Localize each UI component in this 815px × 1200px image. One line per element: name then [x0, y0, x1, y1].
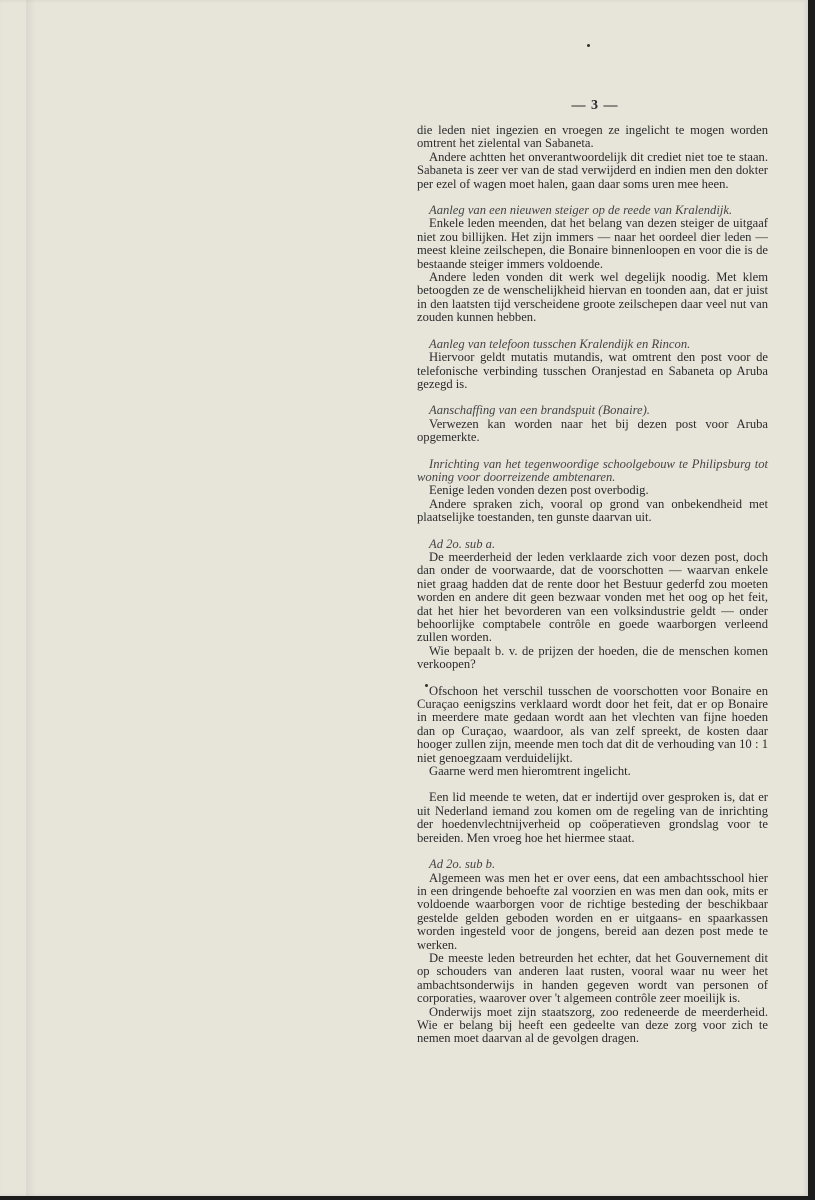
body-paragraph: Wie bepaalt b. v. de prijzen der hoeden, die de menschen komen verkoopen? — [417, 643, 768, 672]
body-paragraph: die leden niet ingezien en vroegen ze ingelicht te mogen worden omtrent het zielental van Sabaneta. — [417, 123, 768, 151]
page-fold-shadow — [26, 0, 36, 1196]
section-heading: Inrichting van het tegenwoordige schoolgebouw te Philipsburg tot woning voor doorreizende ambtenaren. — [417, 456, 768, 484]
paragraph-gap — [417, 525, 768, 538]
body-paragraph: De meerderheid der leden verklaarde zich voor dezen post, doch dan onder de voorwaarde, dat de voorschotten — waarvan enkele niet graag hadden dat de rente door het Bestuur gederfd zou moeten worden en andere dit geen bezwaar vonden met het oog op het feit, dat het hier het bevorderen van een volksindustrie geldt — onder behoorlijke comptabele contrôle en goede waarborgen verleend zullen worden. — [417, 549, 768, 645]
paragraph-gap — [417, 672, 768, 685]
body-paragraph: Andere leden vonden dit werk wel degelijk noodig. Met klem betoogden ze de wenschelijkheid hiervan en toonden aan, dat er juist in den laatsten tijd verscheidene groote zeilschepen daar veel nut van zouden kunnen hebben. — [417, 270, 768, 325]
section-heading: Aanleg van een nieuwen steiger op de reede van Kralendijk. — [429, 203, 733, 218]
text-column — [417, 124, 768, 1046]
body-paragraph: Hiervoor geldt mutatis mutandis, wat omtrent den post voor de telefonische verbinding tusschen Oranjestad en Sabaneta op Aruba gezegd is. — [417, 350, 768, 391]
body-paragraph: Ofschoon het verschil tusschen de voorschotten voor Bonaire en Curaçao eenigszins verklaard wordt door het feit, dat er op Bonaire in meerdere mate gedaan wordt aan het vlechten van fijne hoeden dan op Curaçao, waardoor, als van zelf spreekt, de kosten daar hooger zullen zijn, meende men toch dat dit de verhouding van 10 : 1 niet genoegzaam verduidelijkt. — [417, 683, 768, 765]
body-paragraph: Gaarne werd men hieromtrent ingelicht. — [429, 764, 631, 779]
body-paragraph: Een lid meende te weten, dat er indertijd over gesproken is, dat er uit Nederland iemand zou komen om de regeling van de inrichting der hoedenvlechtnijverheid op coöperatieven grondslag voor te bereiden. Men vroeg hoe het hiermee staat. — [417, 790, 768, 845]
body-paragraph: De meeste leden betreurden het echter, dat het Gouvernement dit op schouders van anderen laat rusten, vooral waar nu weer het ambachtsonderwijs in handen gegeven wordt van personen of corporaties, waarover over 't algemeen contrôle zeer moeilijk is. — [417, 950, 768, 1006]
body-paragraph: Eenige leden vonden dezen post overbodig. — [429, 483, 649, 498]
paragraph-gap — [417, 325, 768, 338]
section-heading: Ad 2o. sub a. — [429, 536, 496, 551]
section-heading: Ad 2o. sub b. — [429, 857, 496, 872]
section-heading: Aanleg van telefoon tusschen Kralendijk en Rincon. — [429, 336, 691, 351]
paragraph-gap — [417, 445, 768, 458]
body-paragraph: Andere achtten het onverantwoordelijk dit crediet niet toe te staan. Sabaneta is zeer ver van de stad verwijderd en indien men den dokter per ezel of wagen moet halen, gaan daar soms uren mee heen. — [417, 149, 768, 191]
body-paragraph: Andere spraken zich, vooral op grond van onbekendheid met plaatselijke toestanden, ten gunste daarvan uit. — [417, 496, 768, 525]
body-paragraph: Algemeen was men het er over eens, dat een ambachtsschool hier in een dringende behoefte zal voorzien en was men dan ook, mits er voldoende waarborgen voor de richtige besteding der beschikbaar gestelde gelden geboden worden en er uitgaans- en spaarkassen worden ingesteld voor de jongens, bereid aan dezen post mede te werken. — [417, 870, 768, 952]
section-heading: Aanschaffing van een brandspuit (Bonaire). — [429, 403, 650, 418]
body-paragraph: Onderwijs moet zijn staatszorg, zoo redeneerde de meerderheid. Wie er belang bij heeft een gedeelte van deze zorg voor zich te nemen moet daarvan al de gevolgen dragen. — [417, 1004, 768, 1046]
body-paragraph: Verwezen kan worden naar het bij dezen post voor Aruba opgemerkte. — [417, 416, 768, 445]
body-paragraph: Enkele leden meenden, dat het belang van dezen steiger de uitgaaf niet zou billijken. Het zijn immers — naar het oordeel dier leden — meest kleine zeilschepen, die Bonaire binnenloopen en voor die is de bestaande steiger immers voldoende. — [417, 216, 768, 271]
page-number: — 3 — — [571, 98, 619, 113]
ink-speck — [587, 44, 590, 47]
